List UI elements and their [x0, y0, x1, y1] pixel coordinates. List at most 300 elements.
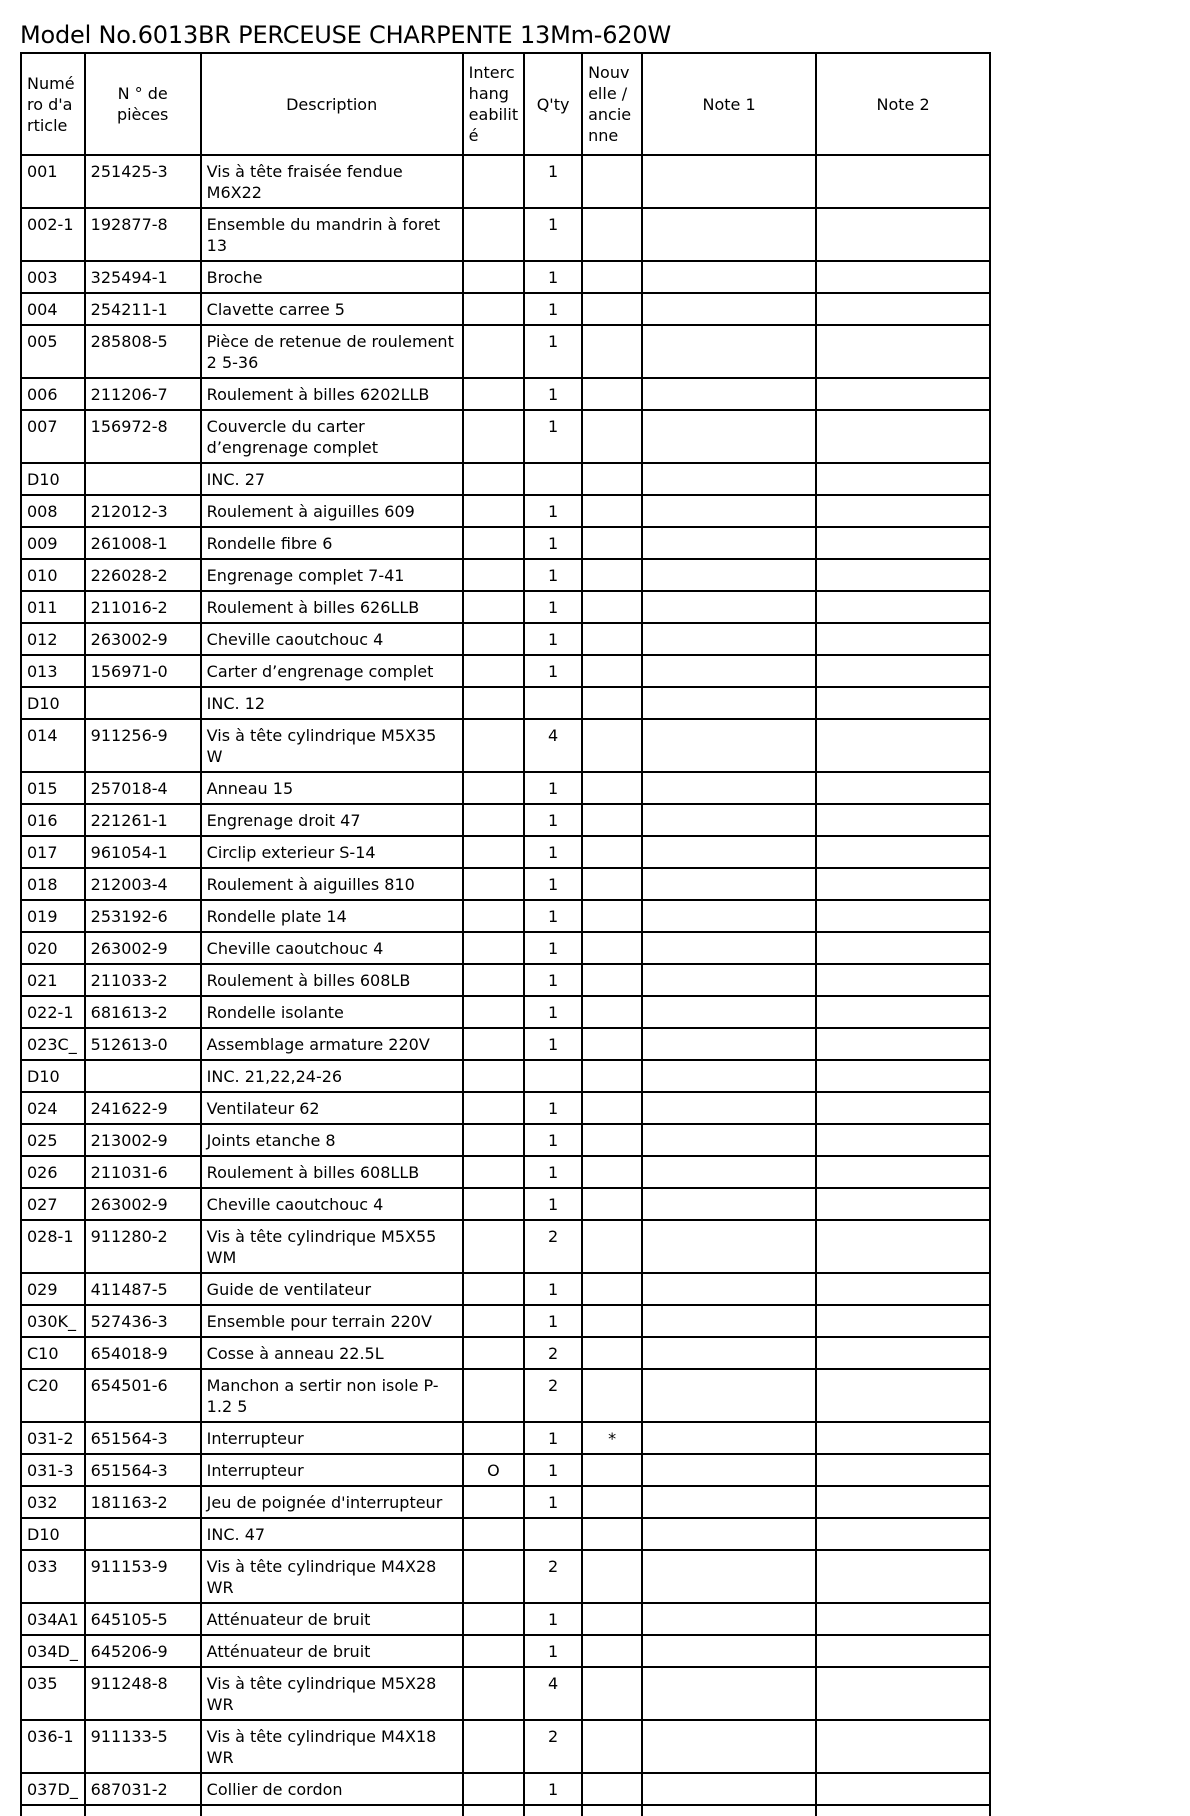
note-2-cell: [816, 772, 990, 804]
table-header-row: [21, 53, 990, 155]
part-number-cell: 263002-9: [85, 1188, 201, 1220]
note-2-cell: [816, 1092, 990, 1124]
interchangeability-cell: [463, 1273, 524, 1305]
interchangeability-cell: [463, 378, 524, 410]
description-cell: Anneau 15: [201, 772, 463, 804]
quantity-cell: 2: [524, 1720, 582, 1773]
item-number-cell: 012: [21, 623, 85, 655]
description-cell: Vis à tête cylindrique M5X35 W: [201, 719, 463, 772]
part-number-cell: 645105-5: [85, 1603, 201, 1635]
quantity-cell: 1: [524, 1635, 582, 1667]
item-number-cell: D10: [21, 1060, 85, 1092]
description-cell: Atténuateur de bruit: [201, 1603, 463, 1635]
part-number-cell: 285808-5: [85, 325, 201, 378]
interchangeability-cell: [463, 1773, 524, 1805]
note-1-cell: [642, 463, 816, 495]
new-old-cell: [582, 1635, 642, 1667]
part-number-cell: 325494-1: [85, 261, 201, 293]
header-description: Description: [201, 53, 463, 155]
note-2-cell: [816, 261, 990, 293]
item-number-cell: 022-1: [21, 996, 85, 1028]
empty-cell: [816, 1805, 990, 1816]
description-cell: Joints etanche 8: [201, 1124, 463, 1156]
item-number-cell: 035: [21, 1667, 85, 1720]
quantity-cell: 1: [524, 1188, 582, 1220]
interchangeability-cell: [463, 208, 524, 261]
note-2-cell: [816, 1550, 990, 1603]
quantity-cell: 1: [524, 836, 582, 868]
table-row: [21, 559, 990, 591]
part-number-cell: 257018-4: [85, 772, 201, 804]
interchangeability-cell: [463, 1337, 524, 1369]
note-1-cell: [642, 1369, 816, 1422]
part-number-cell: 263002-9: [85, 623, 201, 655]
interchangeability-cell: [463, 1060, 524, 1092]
description-cell: Jeu de poignée d'interrupteur: [201, 1486, 463, 1518]
item-number-cell: 004: [21, 293, 85, 325]
parts-table-body: [21, 155, 990, 1816]
interchangeability-cell: [463, 1220, 524, 1273]
description-cell: Guide de ventilateur: [201, 1273, 463, 1305]
note-1-cell: [642, 1550, 816, 1603]
table-row: [21, 1273, 990, 1305]
note-1-cell: [642, 804, 816, 836]
note-1-cell: [642, 932, 816, 964]
item-number-cell: 016: [21, 804, 85, 836]
note-2-cell: [816, 1156, 990, 1188]
table-row: [21, 1337, 990, 1369]
note-2-cell: [816, 623, 990, 655]
new-old-cell: [582, 325, 642, 378]
item-number-cell: 005: [21, 325, 85, 378]
note-2-cell: [816, 1773, 990, 1805]
header-note-2: Note 2: [816, 53, 990, 155]
note-2-cell: [816, 1635, 990, 1667]
item-number-cell: 023C_: [21, 1028, 85, 1060]
item-number-cell: 019: [21, 900, 85, 932]
quantity-cell: 1: [524, 1454, 582, 1486]
description-cell: Roulement à billes 626LLB: [201, 591, 463, 623]
note-2-cell: [816, 836, 990, 868]
table-row: [21, 900, 990, 932]
note-2-cell: [816, 719, 990, 772]
interchangeability-cell: [463, 495, 524, 527]
note-2-cell: [816, 1124, 990, 1156]
table-row: [21, 378, 990, 410]
table-row: [21, 1720, 990, 1773]
note-1-cell: [642, 996, 816, 1028]
table-row: [21, 208, 990, 261]
note-2-cell: [816, 495, 990, 527]
quantity-cell: 2: [524, 1369, 582, 1422]
header-note-1: Note 1: [642, 53, 816, 155]
item-number-cell: 034A1: [21, 1603, 85, 1635]
interchangeability-cell: [463, 463, 524, 495]
part-number-cell: 911280-2: [85, 1220, 201, 1273]
table-row: [21, 719, 990, 772]
interchangeability-cell: [463, 410, 524, 463]
note-2-cell: [816, 1188, 990, 1220]
item-number-cell: 020: [21, 932, 85, 964]
item-number-cell: 002-1: [21, 208, 85, 261]
description-cell: Pièce de retenue de roulement 2 5-36: [201, 325, 463, 378]
new-old-cell: [582, 964, 642, 996]
empty-cell: [201, 1805, 463, 1816]
table-row: [21, 325, 990, 378]
interchangeability-cell: [463, 1603, 524, 1635]
note-1-cell: [642, 495, 816, 527]
note-2-cell: [816, 1518, 990, 1550]
new-old-cell: [582, 1720, 642, 1773]
table-row: [21, 1124, 990, 1156]
interchangeability-cell: [463, 559, 524, 591]
header-quantity: Q'ty: [524, 53, 582, 155]
note-2-cell: [816, 591, 990, 623]
new-old-cell: [582, 155, 642, 208]
description-cell: Cosse à anneau 22.5L: [201, 1337, 463, 1369]
new-old-cell: [582, 900, 642, 932]
table-row: [21, 1518, 990, 1550]
table-row: [21, 868, 990, 900]
quantity-cell: 4: [524, 719, 582, 772]
part-number-cell: 211031-6: [85, 1156, 201, 1188]
quantity-cell: 1: [524, 772, 582, 804]
part-number-cell: 687031-2: [85, 1773, 201, 1805]
note-2-cell: [816, 655, 990, 687]
part-number-cell: 911133-5: [85, 1720, 201, 1773]
quantity-cell: 1: [524, 964, 582, 996]
item-number-cell: 008: [21, 495, 85, 527]
header-new-old: Nouv elle / ancie nne: [582, 53, 642, 155]
interchangeability-cell: [463, 996, 524, 1028]
item-number-cell: 018: [21, 868, 85, 900]
item-number-cell: 030K_: [21, 1305, 85, 1337]
table-row: [21, 293, 990, 325]
note-1-cell: [642, 378, 816, 410]
note-2-cell: [816, 463, 990, 495]
description-cell: Ventilateur 62: [201, 1092, 463, 1124]
note-1-cell: [642, 1156, 816, 1188]
table-row: [21, 964, 990, 996]
interchangeability-cell: [463, 623, 524, 655]
new-old-cell: [582, 591, 642, 623]
note-2-cell: [816, 1337, 990, 1369]
interchangeability-cell: [463, 687, 524, 719]
part-number-cell: 251425-3: [85, 155, 201, 208]
note-2-cell: [816, 687, 990, 719]
table-row: [21, 1028, 990, 1060]
new-old-cell: [582, 1273, 642, 1305]
interchangeability-cell: [463, 719, 524, 772]
description-cell: Vis à tête cylindrique M4X18 WR: [201, 1720, 463, 1773]
quantity-cell: 1: [524, 1092, 582, 1124]
note-1-cell: [642, 1667, 816, 1720]
quantity-cell: 1: [524, 1773, 582, 1805]
table-row: [21, 1550, 990, 1603]
new-old-cell: *: [582, 1422, 642, 1454]
empty-cell: [582, 1805, 642, 1816]
note-1-cell: [642, 836, 816, 868]
note-1-cell: [642, 208, 816, 261]
quantity-cell: 2: [524, 1220, 582, 1273]
table-row: [21, 1486, 990, 1518]
note-1-cell: [642, 1773, 816, 1805]
description-cell: INC. 21,22,24-26: [201, 1060, 463, 1092]
table-row: [21, 155, 990, 208]
part-number-cell: [85, 463, 201, 495]
table-row: [21, 932, 990, 964]
interchangeability-cell: [463, 1156, 524, 1188]
part-number-cell: 212012-3: [85, 495, 201, 527]
note-1-cell: [642, 1305, 816, 1337]
quantity-cell: 2: [524, 1337, 582, 1369]
note-1-cell: [642, 655, 816, 687]
part-number-cell: 654501-6: [85, 1369, 201, 1422]
interchangeability-cell: [463, 293, 524, 325]
new-old-cell: [582, 1603, 642, 1635]
new-old-cell: [582, 687, 642, 719]
description-cell: Roulement à aiguilles 609: [201, 495, 463, 527]
interchangeability-cell: [463, 900, 524, 932]
new-old-cell: [582, 1124, 642, 1156]
empty-cell: [463, 1805, 524, 1816]
quantity-cell: 1: [524, 932, 582, 964]
part-number-cell: 156971-0: [85, 655, 201, 687]
part-number-cell: [85, 1060, 201, 1092]
interchangeability-cell: [463, 804, 524, 836]
quantity-cell: 1: [524, 804, 582, 836]
note-1-cell: [642, 1337, 816, 1369]
table-row: [21, 591, 990, 623]
new-old-cell: [582, 804, 642, 836]
new-old-cell: [582, 868, 642, 900]
note-2-cell: [816, 1273, 990, 1305]
new-old-cell: [582, 996, 642, 1028]
note-1-cell: [642, 772, 816, 804]
quantity-cell: [524, 687, 582, 719]
note-1-cell: [642, 1518, 816, 1550]
part-number-cell: 181163-2: [85, 1486, 201, 1518]
quantity-cell: 1: [524, 996, 582, 1028]
item-number-cell: 010: [21, 559, 85, 591]
part-number-cell: [85, 1518, 201, 1550]
description-cell: Cheville caoutchouc 4: [201, 623, 463, 655]
note-1-cell: [642, 1028, 816, 1060]
item-number-cell: 037D_: [21, 1773, 85, 1805]
quantity-cell: 1: [524, 1305, 582, 1337]
new-old-cell: [582, 1220, 642, 1273]
description-cell: Clavette carree 5: [201, 293, 463, 325]
description-cell: Couvercle du carter d’engrenage complet: [201, 410, 463, 463]
table-row: [21, 1635, 990, 1667]
note-1-cell: [642, 1720, 816, 1773]
interchangeability-cell: [463, 1518, 524, 1550]
interchangeability-cell: [463, 591, 524, 623]
table-row: [21, 463, 990, 495]
description-cell: INC. 12: [201, 687, 463, 719]
note-2-cell: [816, 1028, 990, 1060]
quantity-cell: 1: [524, 325, 582, 378]
note-1-cell: [642, 1454, 816, 1486]
new-old-cell: [582, 378, 642, 410]
note-1-cell: [642, 1060, 816, 1092]
item-number-cell: D10: [21, 463, 85, 495]
item-number-cell: 026: [21, 1156, 85, 1188]
table-row: [21, 527, 990, 559]
part-number-cell: 651564-3: [85, 1454, 201, 1486]
table-row: [21, 836, 990, 868]
description-cell: Manchon a sertir non isole P-1.2 5: [201, 1369, 463, 1422]
quantity-cell: 1: [524, 1124, 582, 1156]
note-2-cell: [816, 208, 990, 261]
quantity-cell: [524, 1060, 582, 1092]
description-cell: Ensemble du mandrin à foret 13: [201, 208, 463, 261]
note-1-cell: [642, 527, 816, 559]
table-row: [21, 1060, 990, 1092]
interchangeability-cell: [463, 772, 524, 804]
note-1-cell: [642, 1635, 816, 1667]
item-number-cell: 007: [21, 410, 85, 463]
note-2-cell: [816, 804, 990, 836]
interchangeability-cell: [463, 932, 524, 964]
item-number-cell: D10: [21, 1518, 85, 1550]
part-number-cell: 213002-9: [85, 1124, 201, 1156]
note-2-cell: [816, 932, 990, 964]
new-old-cell: [582, 527, 642, 559]
part-number-cell: 263002-9: [85, 932, 201, 964]
table-row: [21, 1188, 990, 1220]
item-number-cell: 031-2: [21, 1422, 85, 1454]
note-1-cell: [642, 293, 816, 325]
quantity-cell: 1: [524, 1156, 582, 1188]
part-number-cell: 226028-2: [85, 559, 201, 591]
table-row: [21, 261, 990, 293]
table-row: [21, 1156, 990, 1188]
table-row: [21, 996, 990, 1028]
part-number-cell: 211206-7: [85, 378, 201, 410]
description-cell: Roulement à billes 608LLB: [201, 1156, 463, 1188]
note-2-cell: [816, 1454, 990, 1486]
note-1-cell: [642, 1486, 816, 1518]
table-row: [21, 1220, 990, 1273]
interchangeability-cell: [463, 1422, 524, 1454]
note-2-cell: [816, 378, 990, 410]
quantity-cell: 1: [524, 900, 582, 932]
part-number-cell: 411487-5: [85, 1273, 201, 1305]
parts-table: [20, 52, 991, 1816]
note-2-cell: [816, 1720, 990, 1773]
quantity-cell: 1: [524, 591, 582, 623]
new-old-cell: [582, 932, 642, 964]
new-old-cell: [582, 719, 642, 772]
note-1-cell: [642, 1220, 816, 1273]
quantity-cell: 4: [524, 1667, 582, 1720]
part-number-cell: 241622-9: [85, 1092, 201, 1124]
item-number-cell: 024: [21, 1092, 85, 1124]
table-row-cutoff: [21, 1805, 990, 1816]
item-number-cell: 032: [21, 1486, 85, 1518]
part-number-cell: [85, 687, 201, 719]
note-1-cell: [642, 623, 816, 655]
note-1-cell: [642, 591, 816, 623]
note-2-cell: [816, 559, 990, 591]
note-1-cell: [642, 687, 816, 719]
description-cell: Atténuateur de bruit: [201, 1635, 463, 1667]
note-1-cell: [642, 1188, 816, 1220]
quantity-cell: 1: [524, 868, 582, 900]
note-1-cell: [642, 1422, 816, 1454]
table-row: [21, 804, 990, 836]
description-cell: Rondelle plate 14: [201, 900, 463, 932]
note-1-cell: [642, 900, 816, 932]
new-old-cell: [582, 1550, 642, 1603]
table-row: [21, 1422, 990, 1454]
interchangeability-cell: [463, 1369, 524, 1422]
item-number-cell: 025: [21, 1124, 85, 1156]
new-old-cell: [582, 1060, 642, 1092]
item-number-cell: 029: [21, 1273, 85, 1305]
note-2-cell: [816, 155, 990, 208]
note-1-cell: [642, 964, 816, 996]
note-2-cell: [816, 1220, 990, 1273]
header-interchangeability: Interc hang eabilit é: [463, 53, 524, 155]
quantity-cell: 1: [524, 1486, 582, 1518]
description-cell: Assemblage armature 220V: [201, 1028, 463, 1060]
description-cell: Roulement à billes 6202LLB: [201, 378, 463, 410]
empty-cell: [21, 1805, 85, 1816]
note-2-cell: [816, 410, 990, 463]
item-number-cell: 003: [21, 261, 85, 293]
quantity-cell: 1: [524, 208, 582, 261]
description-cell: Engrenage complet 7-41: [201, 559, 463, 591]
new-old-cell: [582, 1486, 642, 1518]
quantity-cell: 1: [524, 527, 582, 559]
interchangeability-cell: [463, 1124, 524, 1156]
description-cell: INC. 27: [201, 463, 463, 495]
note-1-cell: [642, 1273, 816, 1305]
interchangeability-cell: [463, 964, 524, 996]
quantity-cell: 1: [524, 1273, 582, 1305]
item-number-cell: 006: [21, 378, 85, 410]
interchangeability-cell: [463, 1720, 524, 1773]
note-2-cell: [816, 1486, 990, 1518]
description-cell: Vis à tête fraisée fendue M6X22: [201, 155, 463, 208]
description-cell: Broche: [201, 261, 463, 293]
table-row: [21, 1369, 990, 1422]
new-old-cell: [582, 1092, 642, 1124]
new-old-cell: [582, 293, 642, 325]
new-old-cell: [582, 623, 642, 655]
interchangeability-cell: [463, 1635, 524, 1667]
header-part-number: N ° de pièces: [85, 53, 201, 155]
description-cell: Cheville caoutchouc 4: [201, 932, 463, 964]
new-old-cell: [582, 410, 642, 463]
item-number-cell: 036-1: [21, 1720, 85, 1773]
quantity-cell: 2: [524, 1550, 582, 1603]
table-row: [21, 1667, 990, 1720]
new-old-cell: [582, 261, 642, 293]
quantity-cell: 1: [524, 293, 582, 325]
item-number-cell: 027: [21, 1188, 85, 1220]
note-2-cell: [816, 964, 990, 996]
interchangeability-cell: [463, 527, 524, 559]
note-1-cell: [642, 155, 816, 208]
description-cell: Engrenage droit 47: [201, 804, 463, 836]
empty-cell: [85, 1805, 201, 1816]
item-number-cell: 015: [21, 772, 85, 804]
note-1-cell: [642, 559, 816, 591]
interchangeability-cell: [463, 155, 524, 208]
